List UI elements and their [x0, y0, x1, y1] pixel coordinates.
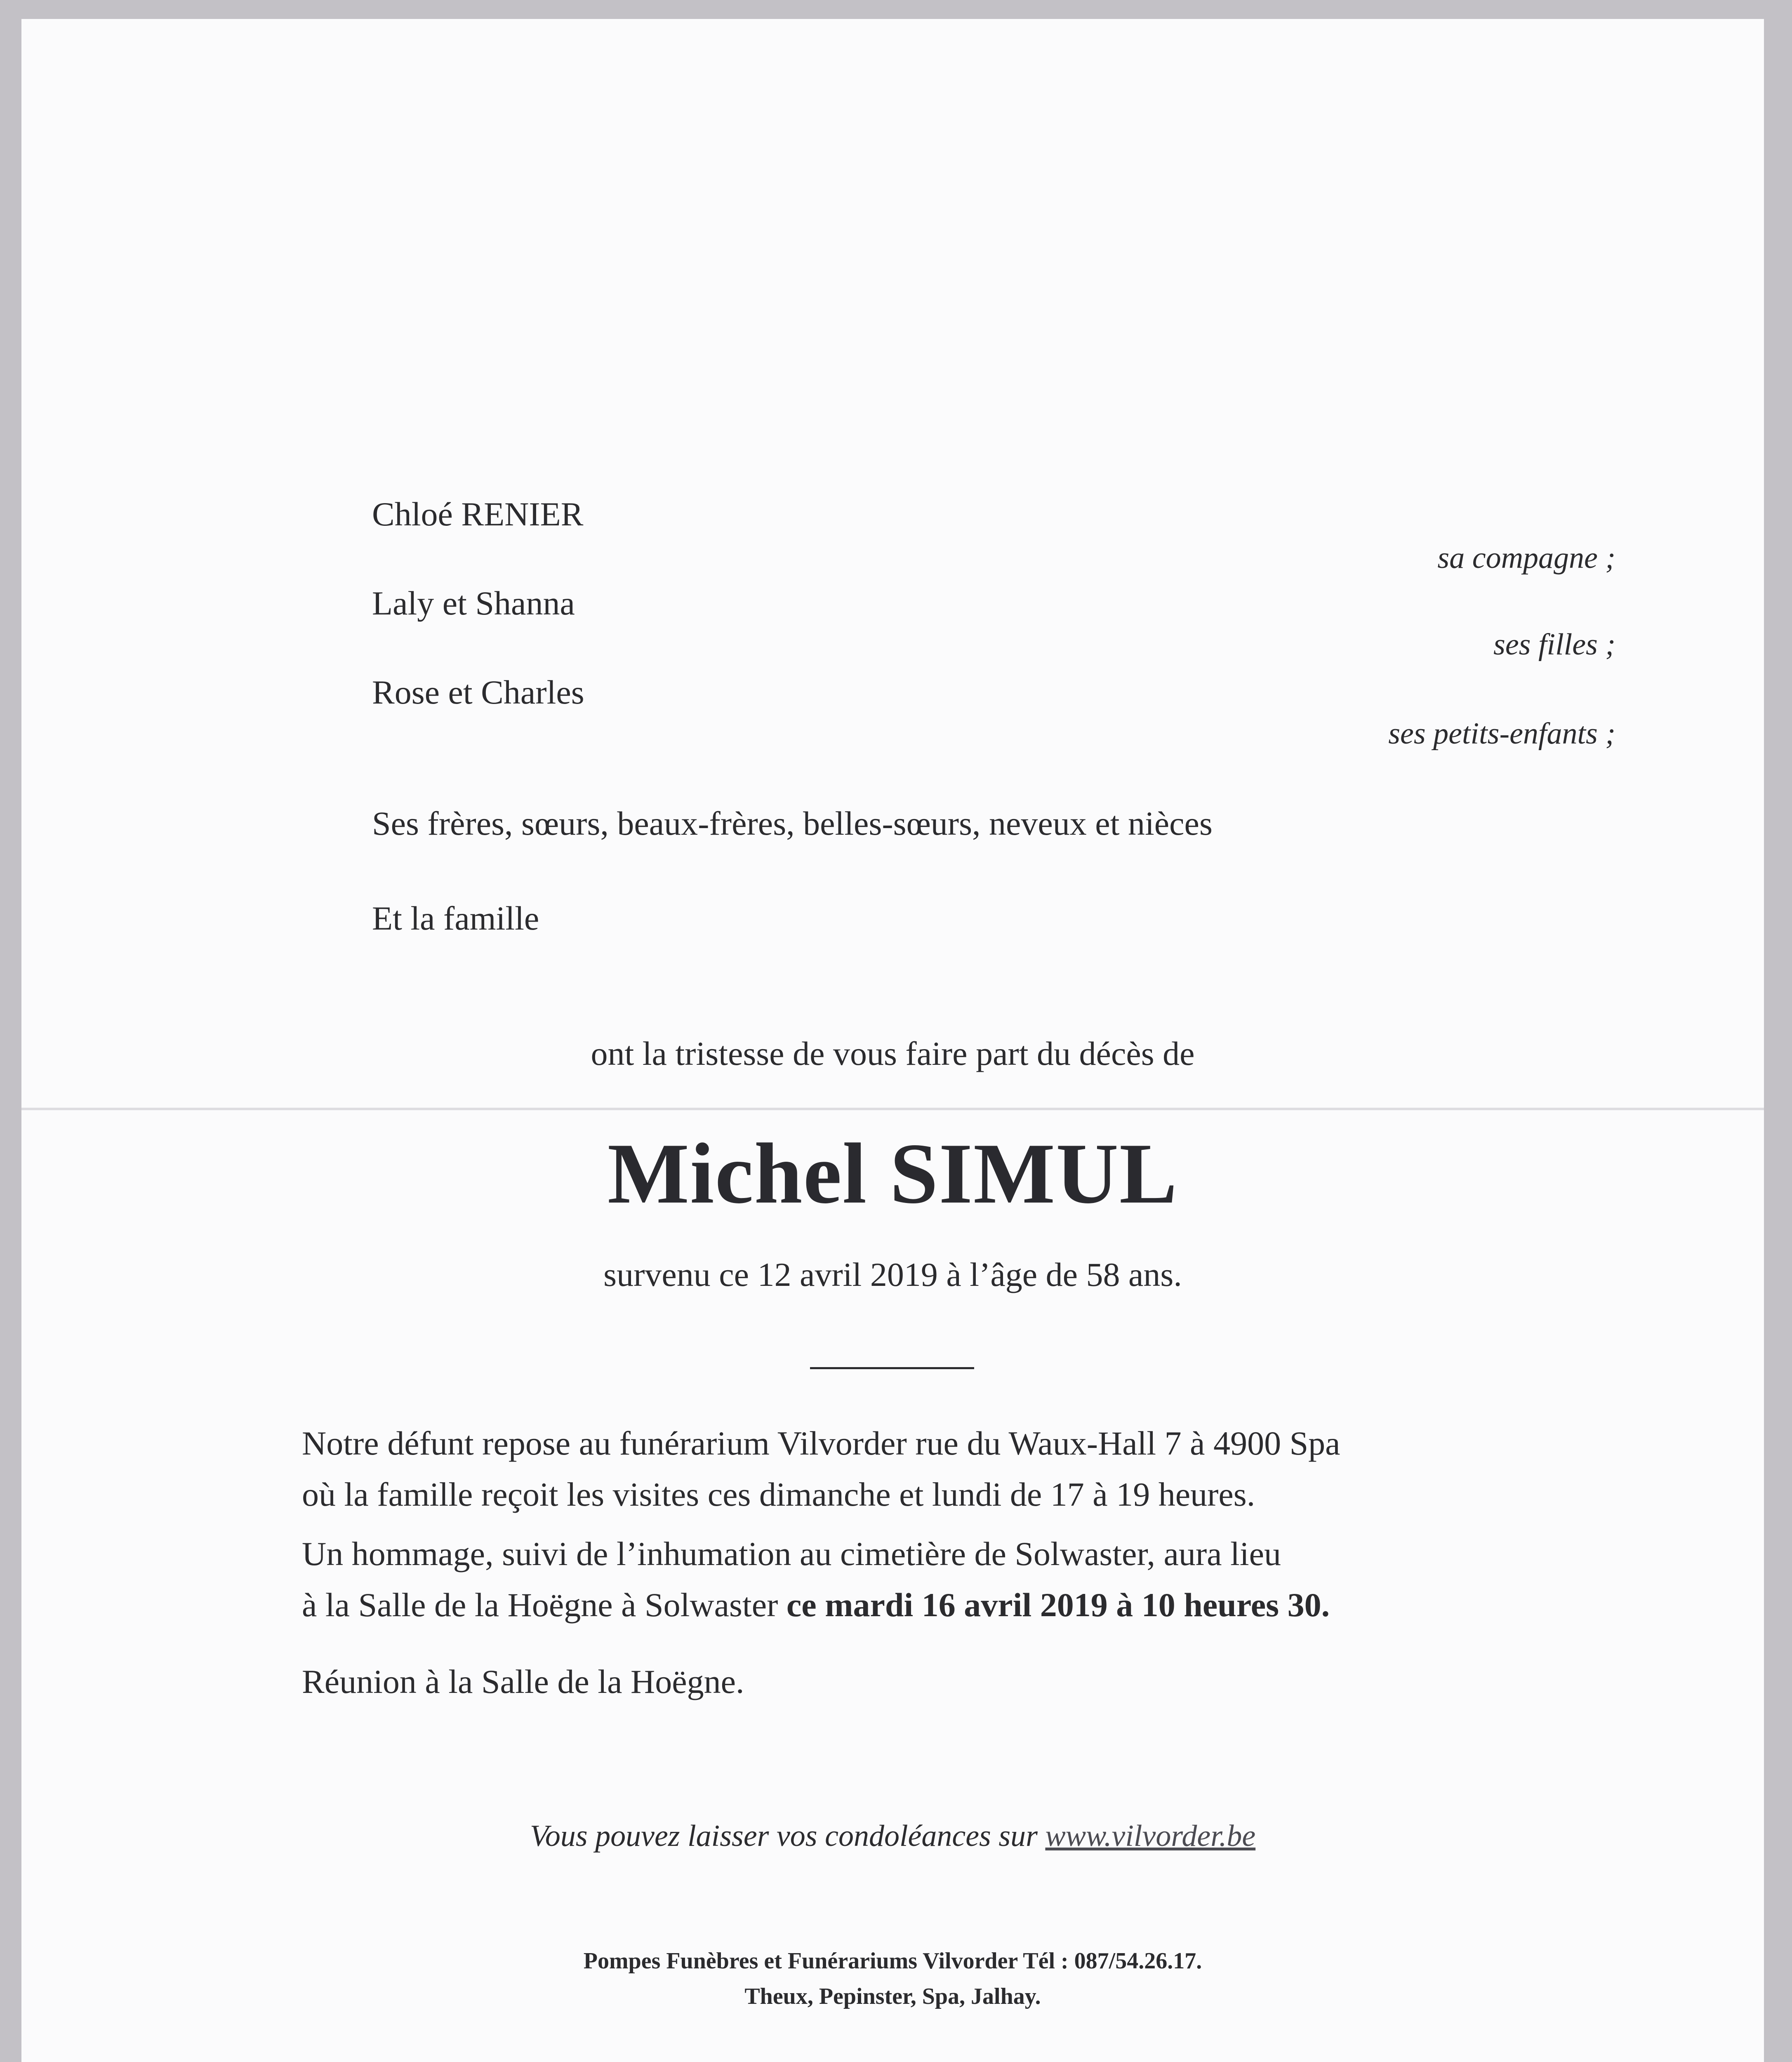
daughters-names: Laly et Shanna [372, 584, 575, 622]
footer-line-2: Theux, Pepinster, Spa, Jalhay. [744, 1984, 1041, 2009]
ceremony-line-2 [302, 1579, 1330, 1631]
ceremony-date-time: ce mardi 16 avril 2019 à 10 heures 30. [786, 1586, 1330, 1624]
partner-role: sa compagne ; [1437, 541, 1615, 575]
deceased-name: Michel SIMUL [607, 1126, 1178, 1222]
condolences-text: Vous pouvez laisser vos condoléances sur [530, 1819, 1046, 1853]
grandchildren-names: Rose et Charles [372, 673, 584, 711]
funeral-home-footer [21, 1943, 1764, 2014]
date-and-age: survenu ce 12 avril 2019 à l’âge de 58 ans. [603, 1256, 1182, 1293]
divider-line [810, 1367, 974, 1369]
condolences-line [21, 1819, 1764, 1854]
siblings-line: Ses frères, sœurs, beaux-frères, belles-sœurs, neveux et nièces [372, 805, 1213, 842]
ceremony-line-1: Un hommage, suivi de l’inhumation au cimetière de Solwaster, aura lieu [302, 1535, 1281, 1572]
ceremony-paragraph [302, 1528, 1330, 1631]
visitation-line-1: Notre défunt repose au funérarium Vilvorder rue du Waux-Hall 7 à 4900 Spa [302, 1424, 1340, 1462]
daughters-role: ses filles ; [1493, 628, 1615, 661]
family-line: Et la famille [372, 899, 539, 937]
grandchildren-role: ses petits-enfants ; [1388, 717, 1615, 751]
visitation-paragraph [302, 1418, 1340, 1520]
partner-name: Chloé RENIER [372, 495, 584, 533]
fold-line [21, 1108, 1764, 1110]
visitation-line-2: où la famille reçoit les visites ces dimanche et lundi de 17 à 19 heures. [302, 1476, 1255, 1513]
footer-line-1: Pompes Funèbres et Funérariums Vilvorder Tél : 087/54.26.17. [583, 1948, 1202, 1974]
condolences-link[interactable]: www.vilvorder.be [1045, 1819, 1256, 1853]
announcement-intro: ont la tristesse de vous faire part du décès de [591, 1035, 1195, 1072]
ceremony-place: à la Salle de la Hoëgne à Solwaster [302, 1586, 787, 1624]
gathering-line: Réunion à la Salle de la Hoëgne. [302, 1663, 744, 1700]
death-notice-card [21, 19, 1764, 2062]
